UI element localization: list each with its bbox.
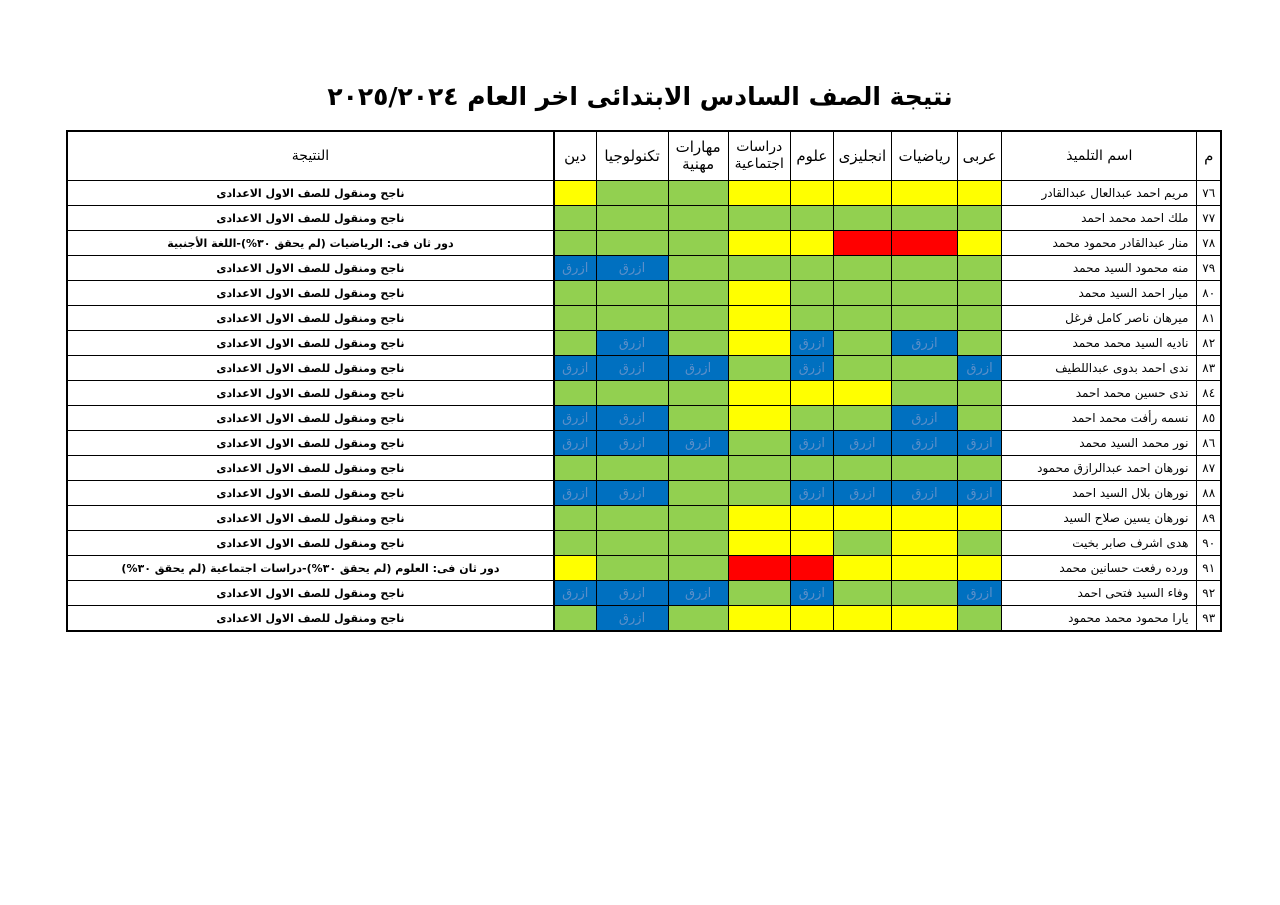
grade-cell-science	[790, 606, 833, 632]
grade-cell-math	[891, 256, 957, 281]
grade-cell-math	[891, 306, 957, 331]
grade-cell-arabic	[958, 256, 1002, 281]
grade-cell-english	[833, 381, 891, 406]
table-row	[67, 206, 1221, 231]
col-header-arabic: عربى	[958, 131, 1002, 181]
grade-cell-english	[833, 331, 891, 356]
grade-cell-skills: ازرق	[668, 356, 728, 381]
grade-cell-tech	[596, 181, 668, 206]
grade-cell-science: ازرق	[790, 481, 833, 506]
grade-cell-skills	[668, 281, 728, 306]
grade-cell-science	[790, 456, 833, 481]
student-name: ميار احمد السيد محمد	[1002, 281, 1197, 306]
student-name: ورده رفعت حسانين محمد	[1002, 556, 1197, 581]
grade-cell-english: ازرق	[833, 481, 891, 506]
student-number: ٨٣	[1197, 356, 1221, 381]
grade-cell-arabic	[958, 381, 1002, 406]
grade-cell-english	[833, 581, 891, 606]
grade-cell-arabic	[958, 306, 1002, 331]
grade-cell-science: ازرق	[790, 581, 833, 606]
grade-cell-arabic	[958, 506, 1002, 531]
result-cell: دور ثان فى: العلوم (لم يحقق ٣٠%)-دراسات اجتماعية (لم يحقق ٣٠%)	[67, 556, 554, 581]
grade-cell-math: ازرق	[891, 331, 957, 356]
student-number: ٨٠	[1197, 281, 1221, 306]
col-header-tech: تكنولوجيا	[596, 131, 668, 181]
grade-cell-tech	[596, 206, 668, 231]
grade-cell-religion	[554, 531, 596, 556]
grade-cell-math	[891, 606, 957, 632]
grade-cell-religion	[554, 556, 596, 581]
student-number: ٨٥	[1197, 406, 1221, 431]
grade-cell-skills	[668, 456, 728, 481]
grade-cell-science: ازرق	[790, 356, 833, 381]
student-name: مريم احمد عبدالعال عبدالقادر	[1002, 181, 1197, 206]
table-row	[67, 606, 1221, 632]
grade-cell-tech: ازرق	[596, 406, 668, 431]
grade-cell-religion	[554, 381, 596, 406]
grade-cell-english	[833, 356, 891, 381]
grade-cell-science: ازرق	[790, 331, 833, 356]
grade-cell-religion	[554, 281, 596, 306]
table-row	[67, 356, 1221, 381]
table-row	[67, 331, 1221, 356]
student-number: ٨٨	[1197, 481, 1221, 506]
grade-cell-science	[790, 306, 833, 331]
grade-cell-social	[728, 206, 790, 231]
grade-cell-social	[728, 531, 790, 556]
grade-cell-religion: ازرق	[554, 406, 596, 431]
grade-cell-social	[728, 181, 790, 206]
student-number: ٧٩	[1197, 256, 1221, 281]
grade-cell-religion: ازرق	[554, 431, 596, 456]
table-row	[67, 431, 1221, 456]
student-number: ٨٤	[1197, 381, 1221, 406]
grade-cell-arabic: ازرق	[958, 481, 1002, 506]
student-number: ٩١	[1197, 556, 1221, 581]
grade-cell-skills: ازرق	[668, 431, 728, 456]
grade-cell-skills	[668, 331, 728, 356]
grade-cell-skills	[668, 231, 728, 256]
grade-cell-religion: ازرق	[554, 581, 596, 606]
grade-cell-religion: ازرق	[554, 256, 596, 281]
grade-cell-english	[833, 306, 891, 331]
grade-cell-tech: ازرق	[596, 256, 668, 281]
grade-cell-science	[790, 256, 833, 281]
result-cell: ناجح ومنقول للصف الاول الاعدادى	[67, 356, 554, 381]
grade-cell-math	[891, 506, 957, 531]
grade-cell-arabic	[958, 556, 1002, 581]
grade-cell-math	[891, 356, 957, 381]
grade-cell-social	[728, 281, 790, 306]
table-row	[67, 381, 1221, 406]
col-header-math: رياضيات	[891, 131, 957, 181]
grade-cell-math	[891, 231, 957, 256]
grade-cell-social	[728, 381, 790, 406]
grade-cell-english	[833, 181, 891, 206]
col-header-social: دراسات اجتماعية	[728, 131, 790, 181]
table-row	[67, 531, 1221, 556]
table-row	[67, 456, 1221, 481]
grade-cell-tech: ازرق	[596, 581, 668, 606]
grade-cell-arabic	[958, 406, 1002, 431]
grade-cell-arabic	[958, 331, 1002, 356]
grade-cell-social	[728, 506, 790, 531]
student-name: نورهان احمد عبدالرازق محمود	[1002, 456, 1197, 481]
grade-cell-tech	[596, 231, 668, 256]
col-header-science: علوم	[790, 131, 833, 181]
grade-cell-religion: ازرق	[554, 356, 596, 381]
grade-cell-skills	[668, 506, 728, 531]
grade-cell-social	[728, 431, 790, 456]
grade-cell-religion	[554, 231, 596, 256]
col-header-english: انجليزى	[833, 131, 891, 181]
table-row	[67, 256, 1221, 281]
grade-cell-english	[833, 606, 891, 632]
grade-cell-skills	[668, 181, 728, 206]
student-name: ميرهان ناصر كامل فرغل	[1002, 306, 1197, 331]
result-cell: ناجح ومنقول للصف الاول الاعدادى	[67, 181, 554, 206]
grade-cell-math	[891, 556, 957, 581]
grade-cell-english	[833, 556, 891, 581]
grade-cell-science: ازرق	[790, 431, 833, 456]
grade-cell-science	[790, 381, 833, 406]
header-row	[67, 131, 1221, 181]
page-title: نتيجة الصف السادس الابتدائى اخر العام ٢٠٢٥/٢٠٢٤	[327, 82, 953, 111]
result-cell: ناجح ومنقول للصف الاول الاعدادى	[67, 531, 554, 556]
result-cell: ناجح ومنقول للصف الاول الاعدادى	[67, 406, 554, 431]
grade-cell-skills	[668, 606, 728, 632]
grade-cell-english	[833, 531, 891, 556]
grade-cell-science	[790, 531, 833, 556]
grade-cell-skills	[668, 306, 728, 331]
grade-cell-social	[728, 331, 790, 356]
grade-cell-skills	[668, 206, 728, 231]
grade-cell-arabic	[958, 606, 1002, 632]
grade-cell-math	[891, 206, 957, 231]
grade-cell-math	[891, 181, 957, 206]
grade-cell-religion: ازرق	[554, 481, 596, 506]
grade-cell-english	[833, 256, 891, 281]
student-number: ٨٩	[1197, 506, 1221, 531]
grade-cell-tech	[596, 381, 668, 406]
result-cell: ناجح ومنقول للصف الاول الاعدادى	[67, 481, 554, 506]
col-header-result: النتيجة	[67, 131, 554, 181]
col-header-skills: مهارات مهنية	[668, 131, 728, 181]
grade-cell-tech: ازرق	[596, 331, 668, 356]
student-number: ٨٦	[1197, 431, 1221, 456]
grade-cell-social	[728, 556, 790, 581]
grade-cell-math	[891, 531, 957, 556]
grade-cell-religion	[554, 456, 596, 481]
result-cell: ناجح ومنقول للصف الاول الاعدادى	[67, 206, 554, 231]
grade-cell-skills	[668, 556, 728, 581]
grade-cell-math: ازرق	[891, 406, 957, 431]
table-row	[67, 506, 1221, 531]
grade-cell-religion	[554, 181, 596, 206]
grade-cell-social	[728, 256, 790, 281]
table-row	[67, 281, 1221, 306]
student-number: ٧٨	[1197, 231, 1221, 256]
student-name: نورهان بلال السيد احمد	[1002, 481, 1197, 506]
col-header-num: م	[1197, 131, 1221, 181]
grade-cell-arabic: ازرق	[958, 581, 1002, 606]
grade-cell-social	[728, 306, 790, 331]
student-number: ٨١	[1197, 306, 1221, 331]
grade-cell-skills	[668, 381, 728, 406]
grade-cell-science	[790, 281, 833, 306]
student-number: ٧٧	[1197, 206, 1221, 231]
result-cell: ناجح ومنقول للصف الاول الاعدادى	[67, 506, 554, 531]
student-number: ٩٠	[1197, 531, 1221, 556]
student-name: نور محمد السيد محمد	[1002, 431, 1197, 456]
student-number: ٨٢	[1197, 331, 1221, 356]
grade-cell-tech	[596, 306, 668, 331]
grade-cell-tech	[596, 556, 668, 581]
grade-cell-social	[728, 456, 790, 481]
student-name: ملك احمد محمد احمد	[1002, 206, 1197, 231]
result-cell: ناجح ومنقول للصف الاول الاعدادى	[67, 381, 554, 406]
grade-cell-social	[728, 581, 790, 606]
student-name: ندى حسين محمد احمد	[1002, 381, 1197, 406]
col-header-religion: دين	[554, 131, 596, 181]
student-name: ناديه السيد محمد محمد	[1002, 331, 1197, 356]
grade-cell-science	[790, 406, 833, 431]
grade-cell-english	[833, 406, 891, 431]
grade-cell-science	[790, 556, 833, 581]
grade-cell-tech: ازرق	[596, 481, 668, 506]
grade-cell-math: ازرق	[891, 431, 957, 456]
grade-cell-english	[833, 231, 891, 256]
grade-cell-social	[728, 406, 790, 431]
table-row	[67, 231, 1221, 256]
grade-cell-social	[728, 356, 790, 381]
grade-cell-religion	[554, 606, 596, 632]
grade-cell-arabic: ازرق	[958, 356, 1002, 381]
grade-cell-religion	[554, 331, 596, 356]
student-number: ٩٢	[1197, 581, 1221, 606]
grade-cell-religion	[554, 506, 596, 531]
grade-cell-skills: ازرق	[668, 581, 728, 606]
student-name: ندى احمد بدوى عبداللطيف	[1002, 356, 1197, 381]
student-name: منار عبدالقادر محمود محمد	[1002, 231, 1197, 256]
student-number: ٧٦	[1197, 181, 1221, 206]
student-name: هدى اشرف صابر بخيت	[1002, 531, 1197, 556]
grade-cell-science	[790, 231, 833, 256]
student-name: منه محمود السيد محمد	[1002, 256, 1197, 281]
result-cell: دور ثان فى: الرياضيات (لم يحقق ٣٠%)-اللغة الأجنبية	[67, 231, 554, 256]
grade-cell-math	[891, 381, 957, 406]
grade-cell-social	[728, 481, 790, 506]
result-cell: ناجح ومنقول للصف الاول الاعدادى	[67, 606, 554, 632]
student-name: نورهان يسين صلاح السيد	[1002, 506, 1197, 531]
grade-cell-english	[833, 206, 891, 231]
grade-cell-arabic	[958, 206, 1002, 231]
result-cell: ناجح ومنقول للصف الاول الاعدادى	[67, 431, 554, 456]
grade-cell-religion	[554, 306, 596, 331]
student-number: ٨٧	[1197, 456, 1221, 481]
grade-cell-science	[790, 206, 833, 231]
grade-cell-math	[891, 581, 957, 606]
grade-cell-arabic	[958, 456, 1002, 481]
result-cell: ناجح ومنقول للصف الاول الاعدادى	[67, 456, 554, 481]
grade-cell-arabic	[958, 281, 1002, 306]
grade-cell-arabic	[958, 181, 1002, 206]
grade-cell-math	[891, 456, 957, 481]
grade-cell-tech	[596, 506, 668, 531]
student-name: وفاء السيد فتحى احمد	[1002, 581, 1197, 606]
result-cell: ناجح ومنقول للصف الاول الاعدادى	[67, 281, 554, 306]
student-number: ٩٣	[1197, 606, 1221, 632]
grade-cell-science	[790, 181, 833, 206]
student-name: نسمه رأفت محمد احمد	[1002, 406, 1197, 431]
grade-cell-science	[790, 506, 833, 531]
grade-cell-skills	[668, 406, 728, 431]
grade-cell-skills	[668, 481, 728, 506]
grade-cell-social	[728, 606, 790, 632]
grade-cell-tech	[596, 456, 668, 481]
grade-cell-math: ازرق	[891, 481, 957, 506]
grade-cell-religion	[554, 206, 596, 231]
table-row	[67, 556, 1221, 581]
grade-cell-tech	[596, 281, 668, 306]
results-table	[66, 130, 1222, 632]
col-header-name: اسم التلميذ	[1002, 131, 1197, 181]
result-cell: ناجح ومنقول للصف الاول الاعدادى	[67, 581, 554, 606]
grade-cell-arabic	[958, 231, 1002, 256]
grade-cell-skills	[668, 256, 728, 281]
student-name: يارا محمود محمد محمود	[1002, 606, 1197, 632]
table-row	[67, 181, 1221, 206]
grade-cell-english	[833, 281, 891, 306]
grade-cell-english	[833, 506, 891, 531]
grade-cell-tech: ازرق	[596, 431, 668, 456]
table-row	[67, 581, 1221, 606]
result-cell: ناجح ومنقول للصف الاول الاعدادى	[67, 306, 554, 331]
grade-cell-tech	[596, 531, 668, 556]
grade-cell-skills	[668, 531, 728, 556]
grade-cell-math	[891, 281, 957, 306]
grade-cell-tech: ازرق	[596, 606, 668, 632]
grade-cell-english	[833, 456, 891, 481]
grade-cell-arabic: ازرق	[958, 431, 1002, 456]
result-cell: ناجح ومنقول للصف الاول الاعدادى	[67, 256, 554, 281]
table-row	[67, 481, 1221, 506]
table-row	[67, 306, 1221, 331]
grade-cell-english: ازرق	[833, 431, 891, 456]
grade-cell-arabic	[958, 531, 1002, 556]
grade-cell-tech: ازرق	[596, 356, 668, 381]
table-row	[67, 406, 1221, 431]
grade-cell-social	[728, 231, 790, 256]
result-cell: ناجح ومنقول للصف الاول الاعدادى	[67, 331, 554, 356]
